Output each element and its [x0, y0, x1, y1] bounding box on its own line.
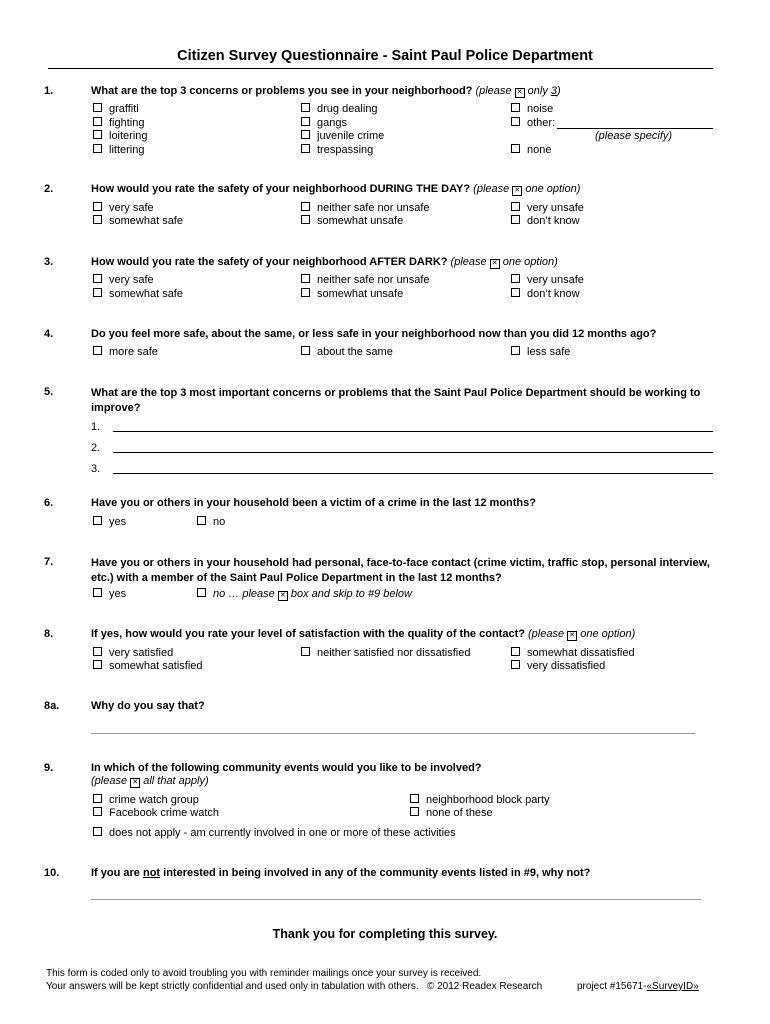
q9-number: 9.: [44, 762, 54, 774]
q4-option[interactable]: [93, 346, 158, 358]
q2-option[interactable]: [511, 215, 580, 227]
q8-option[interactable]: [93, 647, 173, 659]
q9-option[interactable]: [93, 794, 199, 806]
q5-line-label: 3.: [91, 463, 101, 475]
q9-option[interactable]: [93, 827, 456, 839]
q7-option-yes[interactable]: [93, 588, 126, 600]
checkbox-icon[interactable]: [301, 202, 310, 211]
q1-option-label: littering: [109, 144, 145, 156]
q4-option-label: about the same: [317, 346, 393, 358]
x-box-icon: ✕: [278, 591, 288, 601]
q3-option-label: somewhat unsafe: [317, 288, 404, 300]
checkbox-icon[interactable]: [93, 274, 102, 283]
q6-option-yes[interactable]: [93, 516, 126, 528]
checkbox-icon[interactable]: [301, 215, 310, 224]
q4-option-label: more safe: [109, 346, 158, 358]
checkbox-icon[interactable]: [410, 794, 419, 803]
q6-option-label: yes: [109, 516, 127, 528]
q1-option-drug-dealing[interactable]: [301, 103, 378, 115]
checkbox-icon[interactable]: [93, 660, 102, 669]
q8-option[interactable]: [93, 660, 203, 672]
q1-other-specify-line[interactable]: [557, 128, 713, 129]
q8-text: [91, 628, 635, 641]
q3-option-label: don’t know: [527, 288, 580, 300]
q3-inst-a: (please: [450, 256, 487, 268]
checkbox-icon[interactable]: [301, 346, 310, 355]
checkbox-icon[interactable]: [511, 117, 520, 126]
q10-text-a: If you are: [91, 867, 140, 879]
footer-copyright: © 2012 Readex Research: [426, 981, 543, 992]
q9-option[interactable]: [410, 794, 550, 806]
x-box-icon: ✕: [515, 88, 525, 98]
q9-option[interactable]: [93, 807, 219, 819]
q3-option-label: very unsafe: [527, 274, 584, 286]
q1-option-none[interactable]: [511, 144, 551, 156]
q9-option-label: crime watch group: [109, 794, 199, 806]
q9-option-label: Facebook crime watch: [109, 807, 220, 819]
x-box-icon: ✕: [490, 259, 500, 269]
q1-option-label: gangs: [317, 117, 347, 129]
q1-option-littering[interactable]: [93, 144, 144, 156]
q8-option-label: neither satisfied nor dissatisfied: [317, 647, 471, 659]
q1-option-label: juvenile crime: [317, 130, 385, 142]
q1-inst-c: ): [557, 85, 561, 97]
checkbox-icon[interactable]: [511, 103, 520, 112]
q6-question: Have you or others in your household been a victim of a crime in the last 12 months?: [91, 497, 536, 509]
q2-option-label: very safe: [109, 202, 154, 214]
checkbox-icon[interactable]: [93, 647, 102, 656]
q1-inst-a: (please: [475, 85, 512, 97]
q3-option-label: neither safe nor unsafe: [317, 274, 430, 286]
q7-option-label: yes: [109, 588, 127, 600]
checkbox-icon[interactable]: [93, 346, 102, 355]
q9-instruction: [91, 775, 209, 788]
q3-option-label: very safe: [109, 274, 154, 286]
q2-option[interactable]: [93, 202, 154, 214]
q10-answer-line[interactable]: [91, 899, 701, 900]
checkbox-icon[interactable]: [511, 288, 520, 297]
q1-option-label: noise: [527, 103, 554, 115]
footer-line-2: [46, 981, 542, 992]
checkbox-icon[interactable]: [93, 117, 102, 126]
x-box-icon: ✕: [512, 186, 522, 196]
q1-option-label: fighting: [109, 117, 145, 129]
q1-option-fighting[interactable]: [93, 117, 144, 129]
q8-option-label: somewhat satisfied: [109, 660, 203, 672]
checkbox-icon[interactable]: [93, 588, 102, 597]
q2-option-label: somewhat unsafe: [317, 215, 404, 227]
q1-option-gangs[interactable]: [301, 117, 347, 129]
q2-option[interactable]: [93, 215, 183, 227]
q5-line-label: 2.: [91, 442, 101, 454]
q8a-answer-line[interactable]: [91, 733, 695, 734]
q1-option-label: trespassing: [317, 144, 374, 156]
q3-option[interactable]: [93, 288, 183, 300]
footer-line-1: This form is coded only to avoid troubling you with reminder mailings once your survey is received.: [46, 968, 482, 979]
q10-text-not: not: [142, 867, 161, 879]
q2-option-label: very unsafe: [527, 202, 584, 214]
checkbox-icon[interactable]: [93, 103, 102, 112]
checkbox-icon[interactable]: [301, 288, 310, 297]
q5-answer-line[interactable]: [113, 431, 713, 432]
checkbox-icon[interactable]: [93, 144, 102, 153]
q8-number: 8.: [44, 628, 54, 640]
checkbox-icon[interactable]: [301, 130, 310, 139]
q1-inst-n: 3: [550, 85, 558, 97]
q1-option-label: graffiti: [109, 103, 139, 115]
q1-option-other[interactable]: [511, 117, 555, 129]
checkbox-icon[interactable]: [301, 117, 310, 126]
q3-inst-b: one option): [502, 256, 558, 268]
q1-option-noise[interactable]: [511, 103, 553, 115]
q8a-question: Why do you say that?: [91, 700, 205, 712]
x-box-icon: ✕: [130, 778, 140, 788]
q2-option[interactable]: [511, 202, 584, 214]
x-box-icon: ✕: [567, 631, 577, 641]
q2-option-label: somewhat safe: [109, 215, 183, 227]
q1-option-label: none: [527, 144, 552, 156]
q2-question: How would you rate the safety of your neighborhood DURING THE DAY?: [91, 183, 471, 195]
q1-option-loitering[interactable]: [93, 130, 148, 142]
checkbox-icon[interactable]: [93, 827, 102, 836]
checkbox-icon[interactable]: [511, 274, 520, 283]
q4-option-label: less safe: [527, 346, 571, 358]
checkbox-icon[interactable]: [511, 346, 520, 355]
checkbox-icon[interactable]: [511, 202, 520, 211]
checkbox-icon[interactable]: [301, 274, 310, 283]
footer-project: [577, 981, 699, 992]
q2-text: [91, 183, 580, 196]
q8-option-label: very satisfied: [109, 647, 174, 659]
q4-question: Do you feel more safe, about the same, or less safe in your neighborhood now than you did 12 months ago?: [91, 328, 657, 340]
q9-option-label: none of these: [426, 807, 493, 819]
q1-option-graffiti[interactable]: [93, 103, 139, 115]
q8-inst-a: (please: [528, 628, 565, 640]
checkbox-icon[interactable]: [93, 130, 102, 139]
q8a-number: 8a.: [44, 700, 60, 712]
q1-number: 1.: [44, 85, 54, 97]
q3-option[interactable]: [511, 288, 580, 300]
q3-text: [91, 256, 558, 269]
footer-confidential: Your answers will be kept strictly confidential and used only in tabulation with others.: [46, 981, 419, 992]
checkbox-icon[interactable]: [301, 647, 310, 656]
checkbox-icon[interactable]: [197, 588, 206, 597]
survey-id: «SurveyID»: [646, 981, 699, 992]
q1-please-specify: (please specify): [595, 130, 673, 142]
checkbox-icon[interactable]: [301, 144, 310, 153]
q5-number: 5.: [44, 386, 54, 398]
checkbox-icon[interactable]: [511, 660, 520, 669]
q9-option-label: neighborhood block party: [426, 794, 550, 806]
q2-number: 2.: [44, 183, 54, 195]
q7-option-no[interactable]: [197, 588, 412, 601]
q9-inst-a: (please: [91, 775, 128, 787]
checkbox-icon[interactable]: [511, 144, 520, 153]
q4-option[interactable]: [301, 346, 393, 358]
q3-option[interactable]: [301, 274, 430, 286]
page-title: Citizen Survey Questionnaire - Saint Paul Police Department: [177, 48, 593, 64]
q2-option[interactable]: [301, 202, 430, 214]
q3-option[interactable]: [301, 288, 403, 300]
title-rule: [48, 68, 713, 69]
q2-inst-a: (please: [473, 183, 510, 195]
checkbox-icon[interactable]: [93, 794, 102, 803]
q8-question: If yes, how would you rate your level of satisfaction with the quality of the contact?: [91, 628, 525, 640]
q9-option[interactable]: [410, 807, 493, 819]
q1-inst-b: only: [527, 85, 548, 97]
q4-number: 4.: [44, 328, 54, 340]
q2-option-label: neither safe nor unsafe: [317, 202, 430, 214]
q8-option[interactable]: [511, 647, 635, 659]
project-number: project #15671-: [577, 981, 647, 992]
q9-option-label: does not apply - am currently involved in one or more of these activities: [109, 827, 456, 839]
checkbox-icon[interactable]: [93, 516, 102, 525]
q1-option-trespassing[interactable]: [301, 144, 373, 156]
q6-option-label: no: [213, 516, 226, 528]
q1-text: [91, 85, 561, 98]
checkbox-icon[interactable]: [301, 103, 310, 112]
checkbox-icon[interactable]: [511, 647, 520, 656]
q5-line-label: 1.: [91, 421, 101, 433]
q1-option-label: drug dealing: [317, 103, 378, 115]
q9-question: In which of the following community events would you like to be involved?: [91, 762, 482, 774]
q10-number: 10.: [44, 867, 60, 879]
checkbox-icon[interactable]: [93, 807, 102, 816]
checkbox-icon[interactable]: [410, 807, 419, 816]
q9-inst-b: all that apply): [143, 775, 209, 787]
q10-text-b: interested in being involved in any of the community events listed in #9, why not?: [163, 867, 591, 879]
q3-option[interactable]: [511, 274, 584, 286]
q3-number: 3.: [44, 256, 54, 268]
q3-option-label: somewhat safe: [109, 288, 183, 300]
q6-number: 6.: [44, 497, 54, 509]
q5-answer-line[interactable]: [113, 452, 713, 453]
q5-answer-line[interactable]: [113, 473, 713, 474]
q2-option[interactable]: [301, 215, 403, 227]
q7-question: Have you or others in your household had personal, face-to-face contact (crime victim, traffic stop, personal interview, etc.) with a member of the Saint Paul Police Department in the last 12 months?: [91, 557, 710, 584]
checkbox-icon[interactable]: [93, 288, 102, 297]
q7-no-text: no … please: [213, 588, 275, 600]
checkbox-icon[interactable]: [93, 202, 102, 211]
q7-number: 7.: [44, 556, 54, 568]
q3-option[interactable]: [93, 274, 154, 286]
checkbox-icon[interactable]: [197, 516, 206, 525]
q4-option[interactable]: [511, 346, 570, 358]
q8-option-label: very dissatisfied: [527, 660, 606, 672]
q5-question: What are the top 3 most important concerns or problems that the Saint Paul Police Department should be working to improve?: [91, 387, 701, 414]
q6-option-no[interactable]: [197, 516, 225, 528]
q2-option-label: don’t know: [527, 215, 580, 227]
q8-option-label: somewhat dissatisfied: [527, 647, 635, 659]
q8-option[interactable]: [301, 647, 470, 659]
q1-option-label: other:: [527, 117, 556, 129]
q1-question: What are the top 3 concerns or problems you see in your neighborhood?: [91, 85, 473, 97]
q3-question: How would you rate the safety of your neighborhood AFTER DARK?: [91, 256, 448, 268]
q2-inst-b: one option): [525, 183, 581, 195]
q8-option[interactable]: [511, 660, 605, 672]
checkbox-icon[interactable]: [93, 215, 102, 224]
q1-option-juvenile-crime[interactable]: [301, 130, 384, 142]
q10-question: [91, 867, 590, 879]
thank-you-message: Thank you for completing this survey.: [272, 927, 498, 941]
q7-skip-text: box and skip to #9 below: [290, 588, 412, 600]
checkbox-icon[interactable]: [511, 215, 520, 224]
q1-option-label: loitering: [109, 130, 148, 142]
q8-inst-b: one option): [580, 628, 636, 640]
